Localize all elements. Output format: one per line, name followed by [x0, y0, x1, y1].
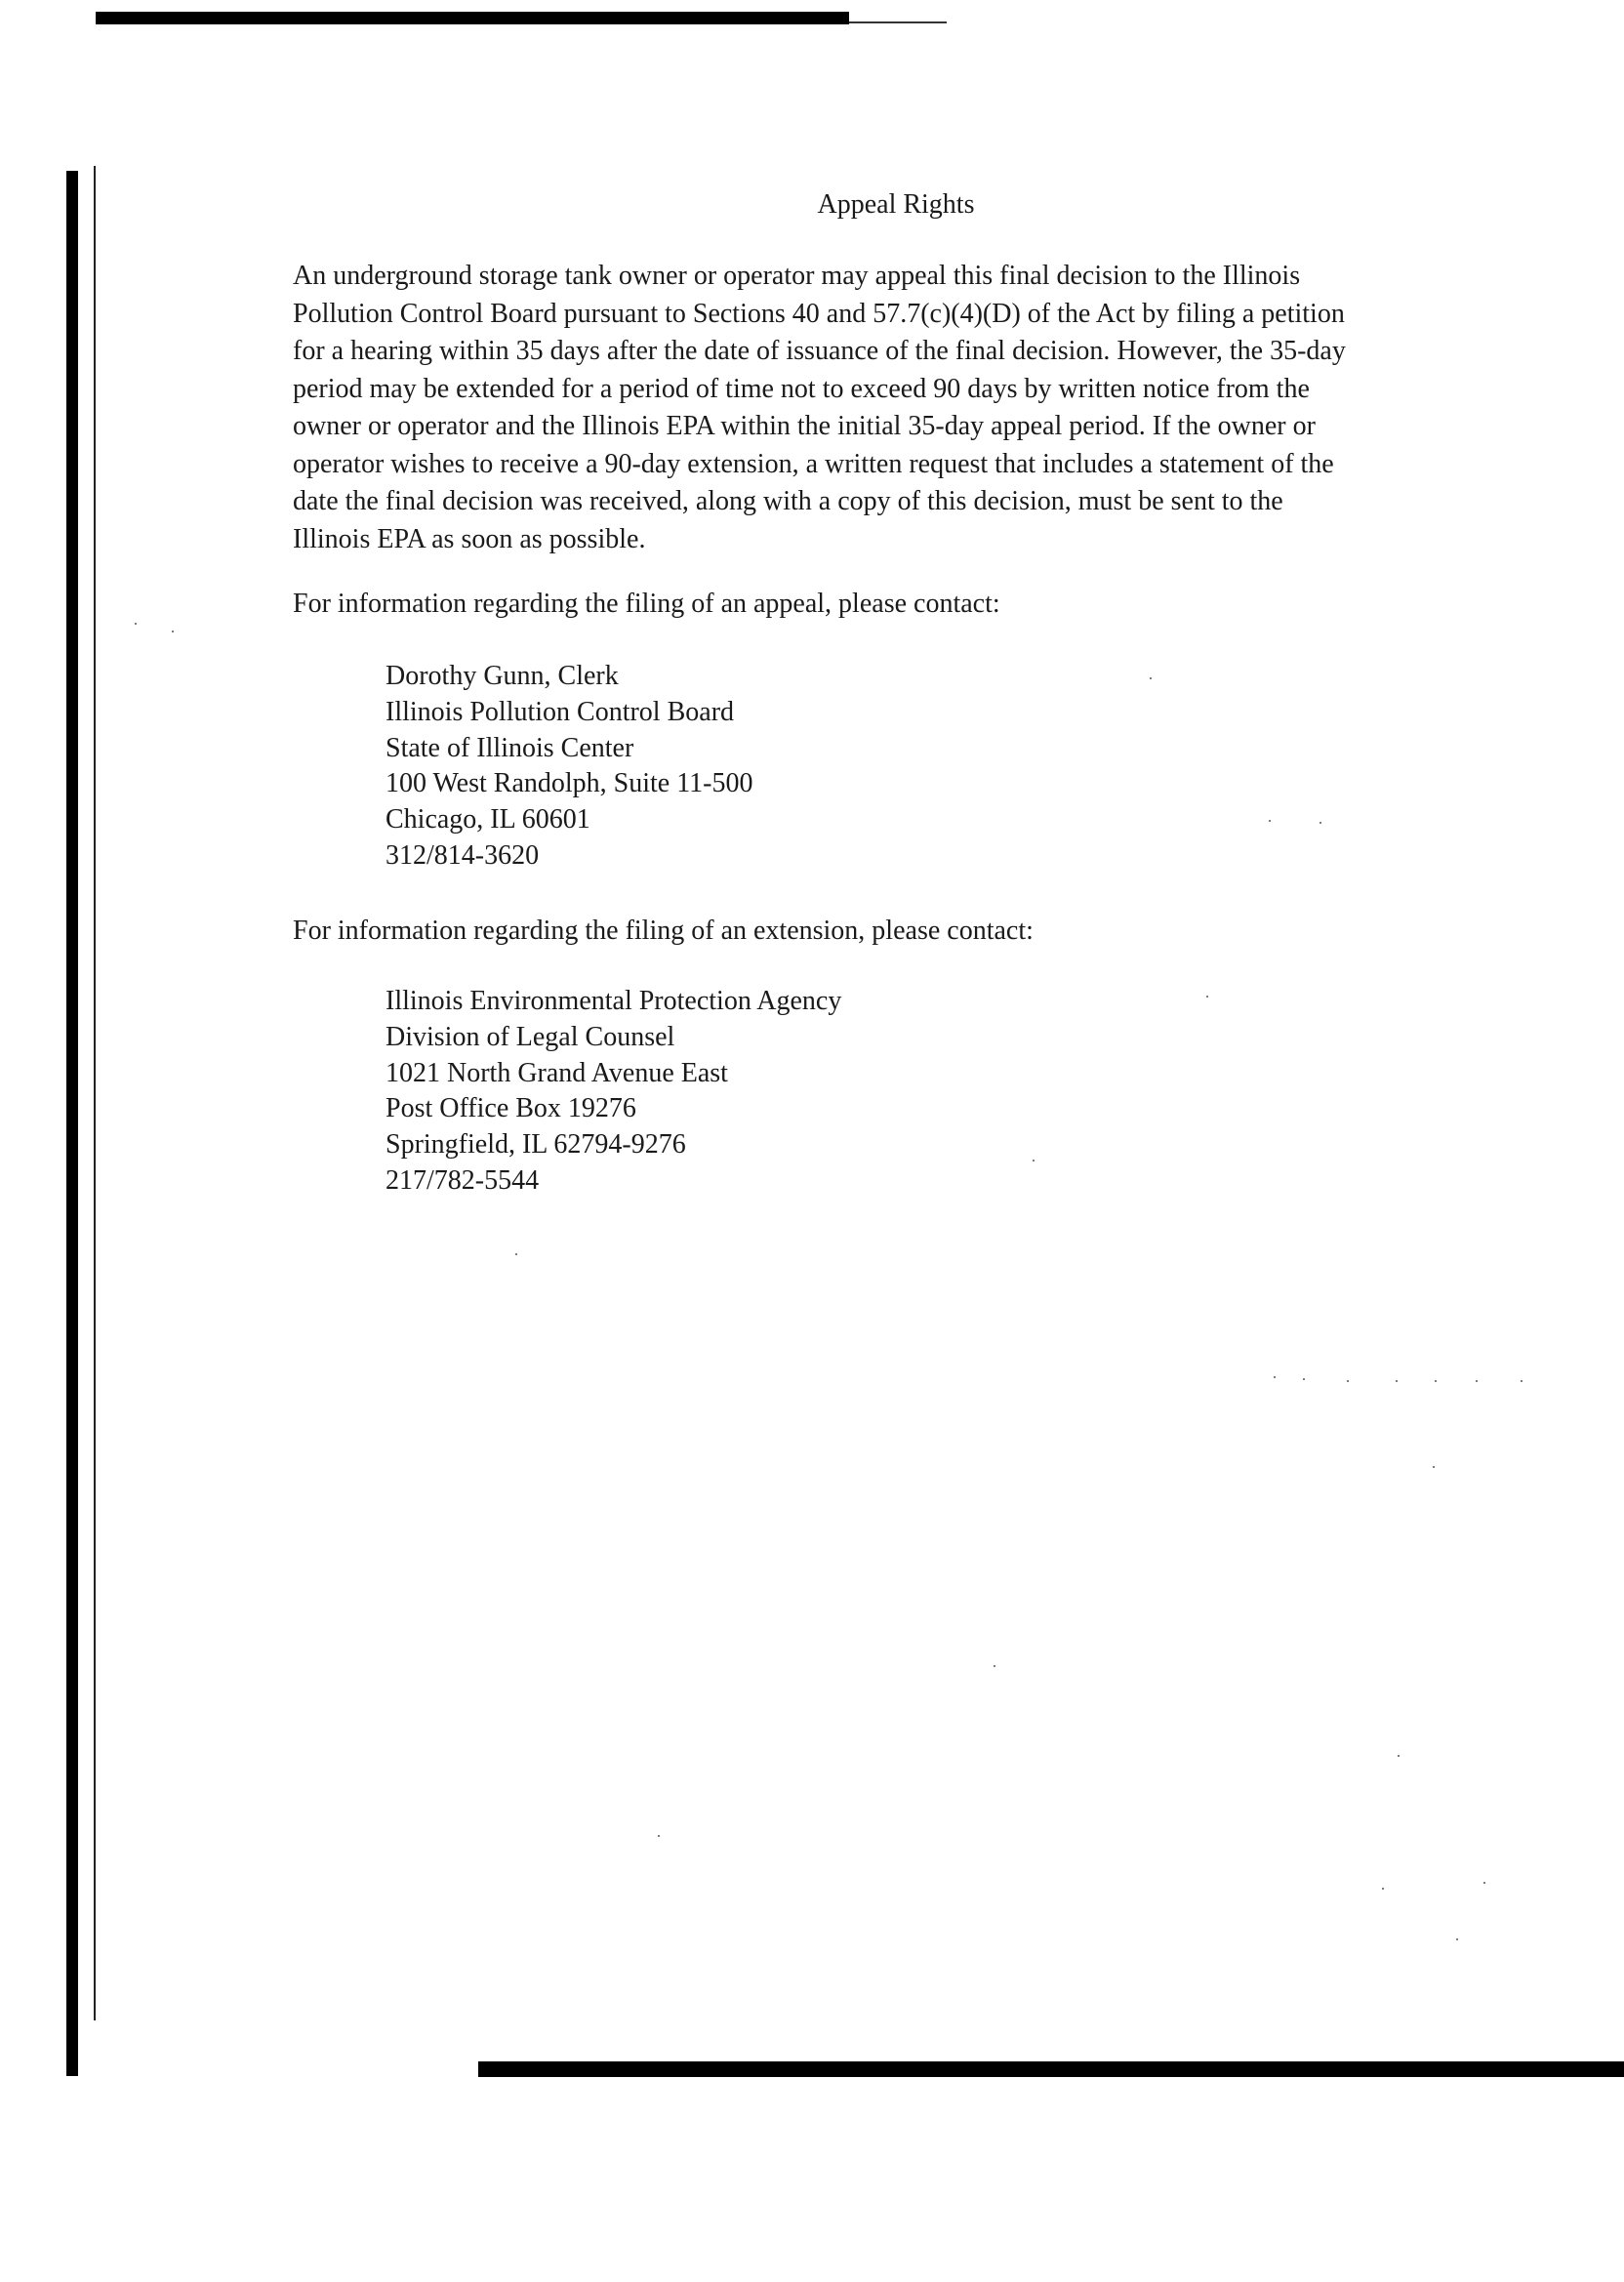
scan-speck	[1456, 1938, 1458, 1940]
paragraph-line: An underground storage tank owner or operator may appeal this final decision to the Illinois	[293, 261, 1301, 291]
address-line: 1021 North Grand Avenue East	[386, 1057, 728, 1088]
scan-border-bottom	[478, 2061, 1624, 2077]
scan-speck	[135, 623, 137, 625]
scan-speck	[1396, 1380, 1398, 1382]
extension-contact-intro: For information regarding the filing of an extension, please contact:	[293, 916, 1034, 946]
scan-speck	[172, 631, 174, 632]
address-line: 100 West Randolph, Suite 11-500	[386, 768, 753, 799]
paragraph-line: owner or operator and the Illinois EPA within the initial 35-day appeal period. If the owner or	[293, 411, 1316, 441]
paragraph-line: for a hearing within 35 days after the date of issuance of the final decision. However, the 35-day	[293, 336, 1346, 366]
scan-speck	[1274, 1376, 1276, 1378]
scan-speck	[515, 1253, 517, 1255]
scan-speck	[1347, 1380, 1349, 1382]
paragraph-line: Illinois EPA as soon as possible.	[293, 523, 646, 554]
address-line: 312/814-3620	[386, 839, 540, 871]
scan-border-left	[66, 171, 78, 2076]
address-line: 217/782-5544	[386, 1164, 540, 1196]
address-line: Springfield, IL 62794-9276	[386, 1129, 686, 1161]
scan-speck	[1483, 1882, 1485, 1884]
scan-speck	[1435, 1380, 1437, 1382]
illinois-epa-address	[386, 984, 1069, 1200]
paragraph-line: operator wishes to receive a 90-day extension, a written request that includes a statement of the	[293, 448, 1334, 479]
address-line: Division of Legal Counsel	[386, 1021, 675, 1052]
scan-speck	[994, 1665, 995, 1667]
page-title: Appeal Rights	[817, 189, 975, 220]
scan-speck	[1303, 1378, 1305, 1380]
scan-speck	[658, 1835, 660, 1837]
paragraph-line: period may be extended for a period of time not to exceed 90 days by written notice from the	[293, 373, 1310, 404]
scan-speck	[1382, 1888, 1384, 1890]
scan-border-left-line	[94, 166, 96, 2020]
scan-speck	[1150, 677, 1152, 679]
address-line: State of Illinois Center	[386, 732, 634, 763]
scan-speck	[1206, 996, 1208, 998]
paragraph-line: date the final decision was received, along with a copy of this decision, must be sent to the	[293, 486, 1283, 516]
scan-speck	[1521, 1380, 1522, 1382]
address-line: Dorothy Gunn, Clerk	[386, 661, 619, 691]
scan-speck	[1269, 820, 1271, 822]
scan-speck	[1398, 1755, 1400, 1757]
scan-speck	[1320, 822, 1321, 824]
paragraph-line: Pollution Control Board pursuant to Sections 40 and 57.7(c)(4)(D) of the Act by filing a petition	[293, 298, 1345, 329]
pollution-control-board-address	[386, 659, 1069, 875]
scan-speck	[1433, 1466, 1435, 1468]
scan-speck	[1476, 1380, 1478, 1382]
address-line: Post Office Box 19276	[386, 1093, 636, 1124]
address-line: Illinois Environmental Protection Agency	[386, 986, 842, 1016]
appeal-contact-intro: For information regarding the filing of an appeal, please contact:	[293, 589, 1000, 619]
scan-border-top-tail	[849, 21, 947, 23]
address-line: Illinois Pollution Control Board	[386, 696, 735, 727]
scan-border-top	[96, 12, 849, 24]
address-line: Chicago, IL 60601	[386, 804, 590, 835]
appeal-rights-paragraph	[293, 258, 1513, 558]
